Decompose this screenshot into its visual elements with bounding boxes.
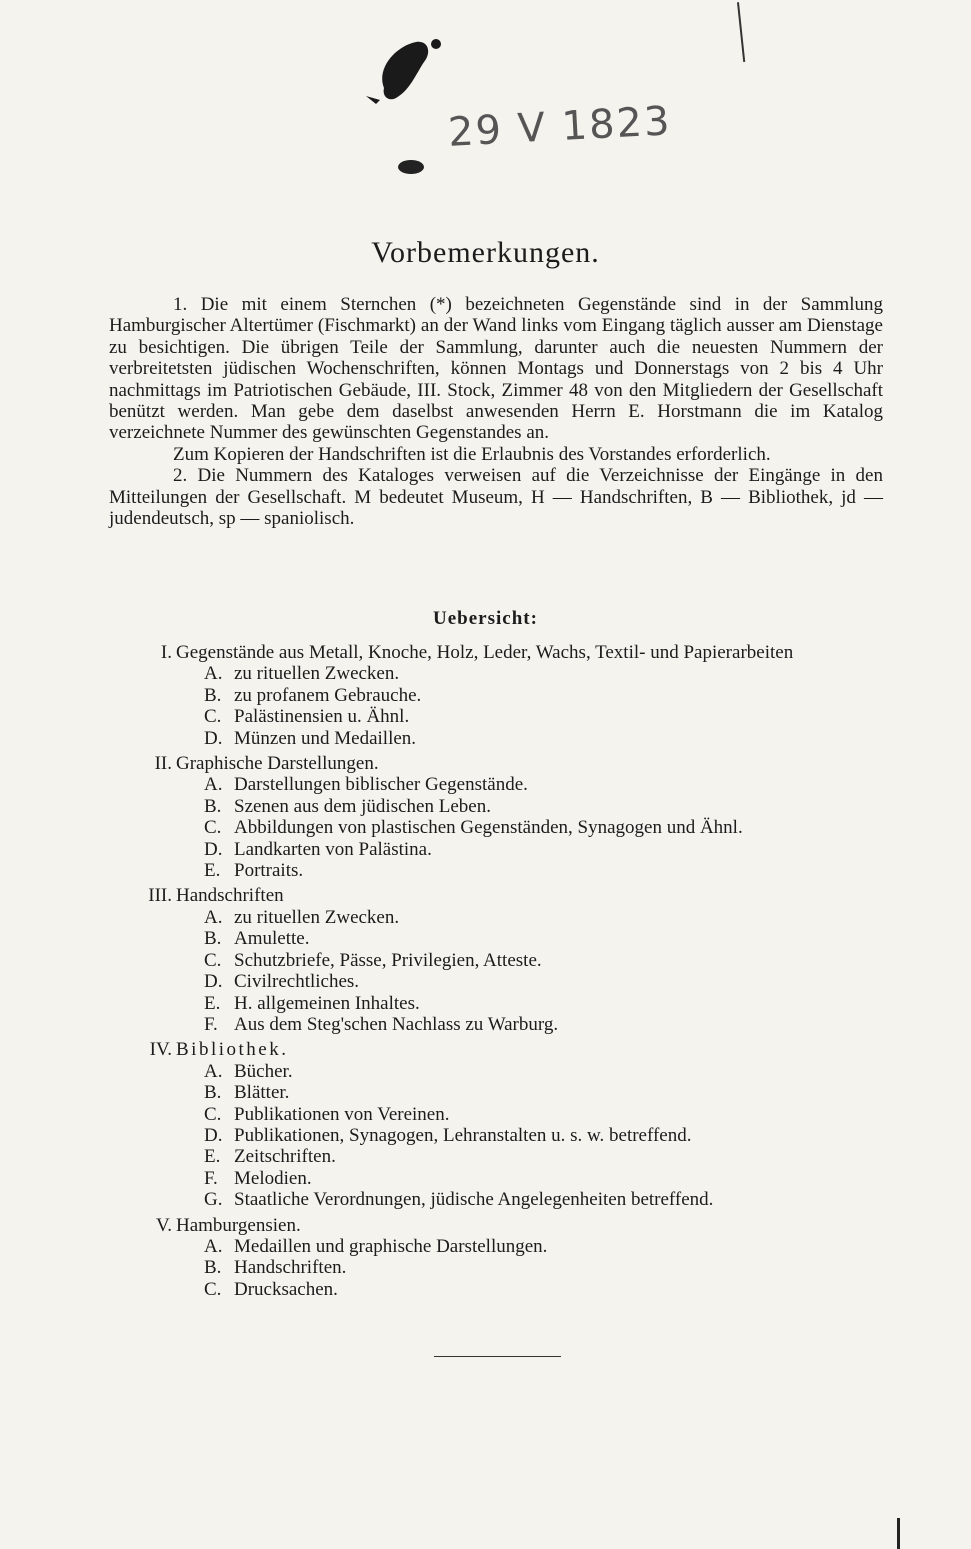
closing-rule: [434, 1356, 561, 1357]
list-item: F. Aus dem Steg'schen Nachlass zu Warburg.: [204, 1013, 559, 1035]
corner-pencil-mark: [737, 0, 785, 62]
ink-dot: [398, 160, 424, 174]
list-item: E. Zeitschriften.: [204, 1146, 336, 1168]
section-1: [120, 642, 900, 749]
section-title: Hamburgensien.: [176, 1214, 301, 1236]
section-number: II.: [154, 753, 172, 775]
section-4: [120, 1039, 900, 1210]
list-item: D. Civilrechtliches.: [204, 971, 360, 993]
list-item: A. Darstellungen biblischer Gegenstände.: [204, 774, 528, 796]
section-title: Gegenstände aus Metall, Knoche, Holz, Leder, Wachs, Textil- und Papierarbeiten: [176, 642, 794, 663]
list-item: D. Publikationen, Synagogen, Lehranstalten u. s. w. betreffend.: [204, 1124, 692, 1146]
paragraph-1: 1. Die mit einem Sternchen (*) bezeichneten Gegenstände sind in der Sammlung Hamburgischer Altertümer (Fischmarkt) an der Wand links vom Eingang täglich ausser am Dienstage zu besichtigen. Die übrigen Teile der Sammlung, darunter auch die neuesten Nummern der verbreitetsten jüdischen Wochenschriften, können Montags und Donnerstags von 2 bis 4 Uhr nachmittags im Patriotischen Gebäude, III. Stock, Zimmer 48 von den Mitgliedern der Gesellschaft benützt werden. Man gebe dem daselbst anwesenden Herrn E. Horstmann die im Katalog verzeichnete Nummer des gewünschten Gegenstandes an.: [109, 294, 883, 444]
list-item: A. Medaillen und graphische Darstellungen.: [204, 1235, 548, 1257]
list-item: D. Landkarten von Palästina.: [204, 838, 432, 860]
list-item: D. Münzen und Medaillen.: [204, 727, 417, 749]
section-title: Bibliothek.: [176, 1039, 289, 1061]
section-title: Graphische Darstellungen.: [176, 753, 379, 775]
section-number: V.: [155, 1214, 172, 1236]
page-title: Vorbemerkungen.: [371, 236, 600, 269]
section-number: I.: [160, 642, 172, 663]
paragraph-3: 2. Die Nummern des Kataloges verweisen auf die Verzeichnisse der Eingänge in den Mitteilungen der Gesellschaft. M bedeutet Museum, H — Handschriften, B — Bibliothek, jd — judendeutsch, sp — spaniolisch.: [109, 465, 883, 530]
section-number: IV.: [149, 1039, 172, 1061]
list-item: A. zu rituellen Zwecken.: [204, 663, 400, 685]
list-item: B. Handschriften.: [204, 1257, 347, 1279]
list-item: E. Portraits.: [204, 860, 304, 882]
list-item: C. Abbildungen von plastischen Gegenständen, Synagogen und Ähnl.: [204, 817, 743, 839]
ink-blot-stamp: [366, 38, 446, 108]
section-number: III.: [148, 885, 172, 907]
paragraph-2: Zum Kopieren der Handschriften ist die Erlaubnis des Vorstandes erforderlich.: [173, 443, 771, 465]
list-item: E. H. allgemeinen Inhaltes.: [204, 992, 420, 1014]
list-item: B. Szenen aus dem jüdischen Leben.: [204, 795, 491, 817]
list-item: A. zu rituellen Zwecken.: [204, 906, 400, 928]
list-item: B. Blätter.: [204, 1082, 290, 1104]
section-5: [120, 1215, 900, 1301]
edge-mark: [897, 1518, 900, 1549]
list-item: B. zu profanem Gebrauche.: [204, 684, 422, 706]
section-title: Handschriften: [176, 885, 284, 907]
preliminary-remarks: [109, 294, 883, 529]
list-item: C. Publikationen von Vereinen.: [204, 1103, 450, 1125]
overview-heading: Uebersicht:: [433, 608, 538, 629]
list-item: F. Melodien.: [204, 1167, 312, 1189]
overview-list: [120, 642, 900, 1304]
section-3: [120, 885, 900, 1035]
list-item: C. Palästinensien u. Ähnl.: [204, 706, 410, 728]
library-shelfmark: 29 V 1823: [446, 98, 673, 156]
list-item: B. Amulette.: [204, 928, 310, 950]
list-item: C. Schutzbriefe, Pässe, Privilegien, Atteste.: [204, 949, 542, 971]
list-item: G. Staatliche Verordnungen, jüdische Angelegenheiten betreffend.: [204, 1189, 714, 1211]
list-item: A. Bücher.: [204, 1060, 293, 1082]
list-item: C. Drucksachen.: [204, 1278, 338, 1300]
section-2: [120, 753, 900, 881]
